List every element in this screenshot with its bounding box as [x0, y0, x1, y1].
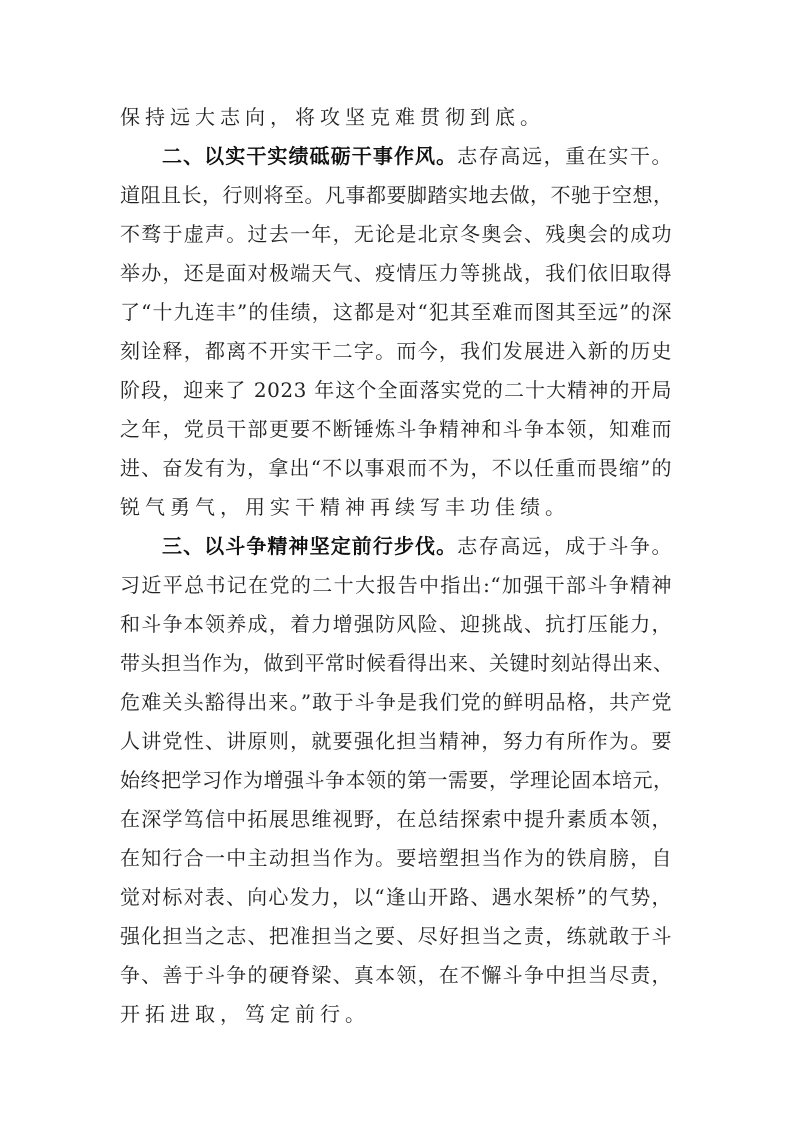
- text-line: 开拓进取，笃定前行。: [120, 1002, 370, 1026]
- text-line: 争、善于斗争的硬脊梁、真本领，在不懈斗争中担当尽责，: [120, 963, 672, 987]
- text-line: 之年，党员干部更要不断锤炼斗争精神和斗争本领，知难而: [120, 417, 672, 441]
- text-line: 人讲党性、讲原则，就要强化担当精神，努力有所作为。要: [120, 729, 672, 753]
- section-heading-line: [120, 137, 672, 176]
- section-heading-line: [120, 527, 672, 566]
- section-heading: 三、以斗争精神坚定前行步伐。: [162, 534, 458, 558]
- text-line: 觉对标对表、向心发力，以“逢山开路、遇水架桥”的气势，: [120, 885, 672, 909]
- text-line: 带头担当作为，做到平常时候看得出来、关键时刻站得出来、: [120, 651, 674, 675]
- line-text: 志存高远，重在实干。: [457, 144, 673, 168]
- text-line: 始终把学习作为增强斗争本领的第一需要，学理论固本培元，: [120, 768, 674, 792]
- line-text: 保持远大志向，将攻坚克难贯彻到底。: [120, 105, 545, 129]
- text-line: 在知行合一中主动担当作为。要培塑担当作为的铁肩膀，自: [120, 846, 672, 870]
- text-line: 强化担当之志、把准担当之要、尽好担当之责，练就敢于斗: [120, 924, 672, 948]
- text-line: 和斗争本领养成，着力增强防风险、迎挑战、抗打压能力，: [120, 612, 672, 636]
- text-line: [120, 98, 672, 137]
- text-line: 刻诠释，都离不开实干二字。而今，我们发展进入新的历史: [120, 339, 672, 363]
- text-line: 危难关头豁得出来。”敢于斗争是我们党的鲜明品格，共产党: [120, 690, 672, 714]
- text-line: 进、奋发有为，拿出“不以事艰而不为，不以任重而畏缩”的: [120, 456, 672, 480]
- text-line: 了“十九连丰”的佳绩，这都是对“犯其至难而图其至远”的深: [120, 300, 672, 324]
- document-body: [120, 98, 672, 1034]
- text-line: 锐气勇气，用实干精神再续写丰功佳绩。: [120, 495, 570, 519]
- text-line: 不骛于虚声。过去一年，无论是北京冬奥会、残奥会的成功: [120, 222, 672, 246]
- section-heading: 二、以实干实绩砥砺干事作风。: [162, 144, 458, 168]
- line-text: 志存高远，成于斗争。: [457, 534, 673, 558]
- text-line: 道阻且长，行则将至。凡事都要脚踏实地去做，不驰于空想，: [120, 183, 674, 207]
- text-line: 在深学笃信中拓展思维视野，在总结探索中提升素质本领，: [120, 807, 672, 831]
- text-line: 举办，还是面对极端天气、疫情压力等挑战，我们依旧取得: [120, 261, 672, 285]
- text-line: 阶段，迎来了 2023 年这个全面落实党的二十大精神的开局: [120, 378, 672, 402]
- text-line: 习近平总书记在党的二十大报告中指出:“加强干部斗争精神: [120, 573, 672, 597]
